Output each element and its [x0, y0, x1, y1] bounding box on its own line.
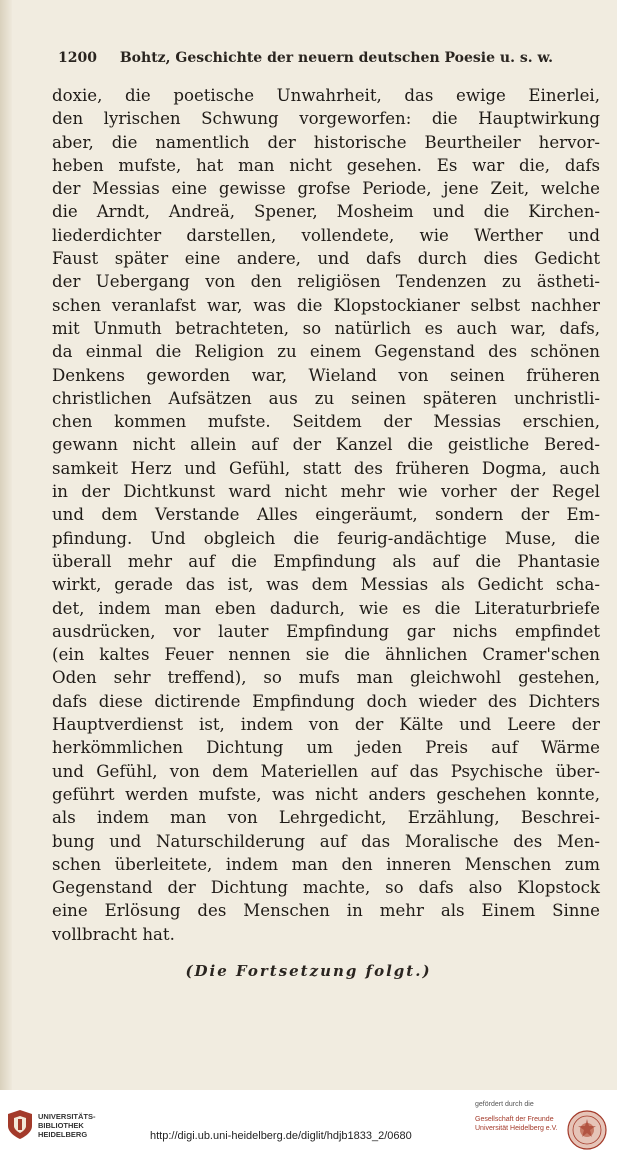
text-line: Denkens geworden war, Wieland von seinen früheren — [52, 365, 600, 385]
text-line: Faust später eine andere, und dafs durch dies Gedicht — [52, 249, 600, 269]
library-logo[interactable] — [6, 1106, 146, 1146]
text-line: den lyrischen Schwung vorgeworfen: die Hauptwirkung — [52, 109, 600, 129]
page-gutter-shadow — [0, 0, 12, 1090]
text-line: gewann nicht allein auf der Kanzel die geistliche Bered- — [52, 435, 600, 455]
text-line: Gegenstand der Dichtung machte, so dafs also Klopstock — [52, 878, 600, 898]
sponsor-line-1: gefördert durch die — [475, 1101, 534, 1108]
text-line: die Arndt, Andreä, Spener, Mosheim und die Kirchen- — [52, 202, 600, 222]
text-line: in der Dichtkunst ward nicht mehr wie vorher der Regel — [52, 482, 600, 502]
text-line: herkömmlichen Dichtung um jeden Preis auf Wärme — [52, 738, 600, 758]
text-line: (ein kaltes Feuer nennen sie die ähnlichen Cramer'schen — [52, 645, 600, 665]
text-line: pfindung. Und obgleich die feurig-andächtige Muse, die — [52, 528, 600, 548]
text-line: samkeit Herz und Gefühl, statt des früheren Dogma, auch — [52, 458, 600, 478]
text-line: bung und Naturschilderung auf das Moralische des Men- — [52, 831, 600, 851]
text-line: schen veranlafst war, was die Klopstockianer selbst nachher — [52, 295, 600, 315]
text-line: vollbracht hat. — [52, 924, 175, 944]
body-text — [52, 84, 600, 946]
text-line: überall mehr auf die Empfindung als auf die Phantasie — [52, 551, 600, 571]
text-line: und Gefühl, von dem Materiellen auf das Psychische über- — [52, 761, 600, 781]
page-number: 1200 — [58, 50, 97, 66]
text-line: chen kommen mufste. Seitdem der Messias erschien, — [52, 412, 600, 432]
text-line: ausdrücken, vor lauter Empfindung gar nichs empfindet — [52, 621, 600, 641]
sponsor-line-3: Universität Heidelberg e.V. — [475, 1125, 558, 1132]
text-line: mit Unmuth betrachteten, so natürlich es auch war, dafs, — [52, 318, 600, 338]
text-line: liederdichter darstellen, vollendete, wie Werther und — [52, 225, 600, 245]
text-line: Hauptverdienst ist, indem von der Kälte und Leere der — [52, 715, 600, 735]
text-line: wirkt, gerade das ist, was dem Messias als Gedicht scha- — [52, 575, 600, 595]
text-line: doxie, die poetische Unwahrheit, das ewige Einerlei, — [52, 86, 600, 105]
text-line: schen überleitete, indem man den inneren Menschen zum — [52, 854, 600, 874]
permalink-url[interactable]: http://digi.ub.uni-heidelberg.de/diglit/hdjb1833_2/0680 — [150, 1130, 412, 1142]
text-line: heben mufste, hat man nicht gesehen. Es war die, dafs — [52, 155, 600, 175]
text-line: dafs diese dictirende Empfindung doch wieder des Dichters — [52, 691, 600, 711]
university-seal-icon — [567, 1110, 607, 1150]
text-line: und dem Verstande Alles eingeräumt, sondern der Em- — [52, 505, 600, 525]
running-title: Bohtz, Geschichte der neuern deutschen Poesie u. s. w. — [119, 50, 553, 66]
text-line: Oden sehr treffend), so mufs man gleichwohl gestehen, — [52, 668, 600, 688]
text-line: als indem man von Lehrgedicht, Erzählung, Beschrei- — [52, 808, 600, 828]
sponsor-notice — [475, 1100, 575, 1133]
text-line: der Messias eine gewisse grofse Periode, jene Zeit, welche — [52, 179, 600, 199]
library-logo-text: UNIVERSITÄTS- BIBLIOTHEK HEIDELBERG — [38, 1112, 96, 1139]
continuation-note: (Die Fortsetzung folgt.) — [185, 962, 432, 980]
text-line: det, indem man eben dadurch, wie es die Literaturbriefe — [52, 598, 600, 618]
text-line: geführt werden mufste, was nicht anders geschehen konnte, — [52, 784, 600, 804]
text-line: der Uebergang von den religiösen Tendenzen zu ästheti- — [52, 272, 600, 292]
text-line: aber, die namentlich der historische Beurtheiler hervor- — [52, 132, 600, 152]
text-line: christlichen Aufsätzen aus zu seinen späteren unchristli- — [52, 388, 600, 408]
running-header — [58, 50, 568, 66]
library-crest-icon — [6, 1110, 34, 1140]
viewer-footer — [0, 1090, 617, 1161]
text-line: da einmal die Religion zu einem Gegenstand des schönen — [52, 342, 600, 362]
text-line: eine Erlösung des Menschen in mehr als Einem Sinne — [52, 901, 600, 921]
sponsor-line-2: Gesellschaft der Freunde — [475, 1116, 554, 1123]
